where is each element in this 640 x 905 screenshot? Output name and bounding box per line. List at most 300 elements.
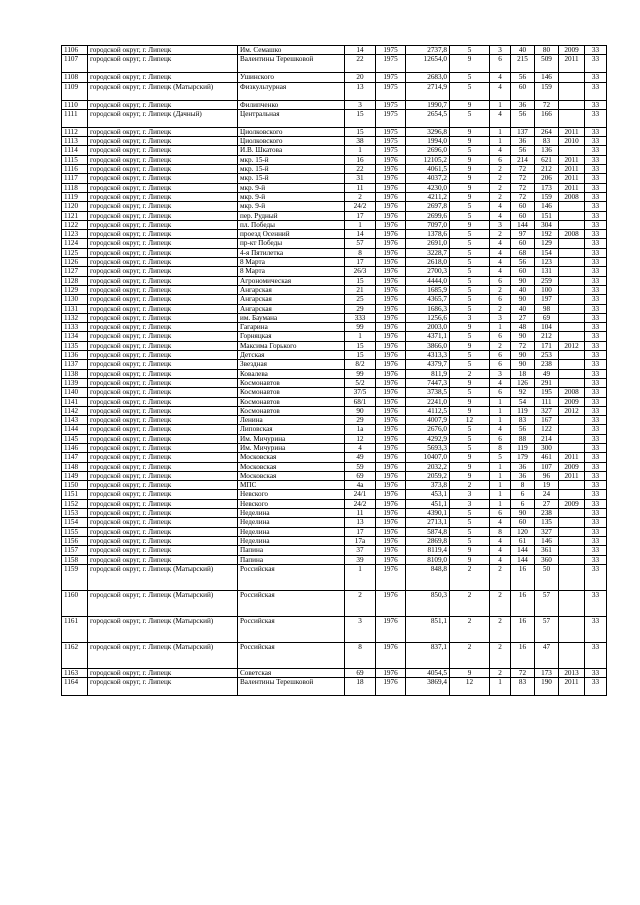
- year-built-cell: 1976: [376, 378, 406, 387]
- district-cell: городской округ, г. Липецк: [88, 388, 238, 397]
- year-built-cell: 1976: [376, 341, 406, 350]
- repair-year-cell: 2011: [559, 155, 585, 164]
- repair-year-cell: [559, 434, 585, 443]
- percent-cell: 33: [585, 183, 607, 192]
- total-area-cell: 1994,0: [406, 137, 450, 146]
- entrances-cell: 4: [490, 258, 511, 267]
- district-cell: городской округ, г. Липецк: [88, 295, 238, 304]
- entrances-cell: 4: [490, 267, 511, 276]
- entrances-cell: 8: [490, 527, 511, 536]
- street-cell: Московская: [238, 462, 345, 471]
- entrances-cell: 2: [490, 341, 511, 350]
- repair-year-cell: [559, 82, 585, 100]
- street-cell: проезд Осенний: [238, 230, 345, 239]
- apartments-cell: 40: [511, 304, 535, 313]
- apartments-cell: 72: [511, 165, 535, 174]
- total-area-cell: 3296,8: [406, 127, 450, 136]
- apartments-cell: 144: [511, 555, 535, 564]
- residents-cell: 173: [535, 668, 559, 677]
- residents-cell: 461: [535, 453, 559, 462]
- year-built-cell: 1976: [376, 536, 406, 545]
- district-cell: городской округ, г. Липецк (Матырский): [88, 616, 238, 642]
- total-area-cell: 373,8: [406, 481, 450, 490]
- total-area-cell: 1685,9: [406, 285, 450, 294]
- street-cell: Им. Семашко: [238, 46, 345, 55]
- street-cell: Физкультурная: [238, 82, 345, 100]
- row-number: 1145: [62, 434, 88, 443]
- floors-cell: 5: [450, 239, 490, 248]
- table-row: [62, 536, 607, 545]
- total-area-cell: 2683,0: [406, 73, 450, 82]
- row-number: 1127: [62, 267, 88, 276]
- entrances-cell: 6: [490, 276, 511, 285]
- year-built-cell: 1976: [376, 220, 406, 229]
- floors-cell: 5: [450, 304, 490, 313]
- year-built-cell: 1976: [376, 248, 406, 257]
- apartments-cell: 36: [511, 100, 535, 109]
- apartments-cell: 16: [511, 564, 535, 590]
- total-area-cell: 7097,0: [406, 220, 450, 229]
- floors-cell: 5: [450, 230, 490, 239]
- street-cell: пер. Рудный: [238, 211, 345, 220]
- street-cell: мкр. 9-й: [238, 183, 345, 192]
- percent-cell: 33: [585, 202, 607, 211]
- table-row: [62, 73, 607, 82]
- district-cell: городской округ, г. Липецк: [88, 536, 238, 545]
- table-row: [62, 490, 607, 499]
- row-number: 1148: [62, 462, 88, 471]
- entrances-cell: 4: [490, 546, 511, 555]
- entrances-cell: 4: [490, 73, 511, 82]
- table-row: [62, 388, 607, 397]
- house-number-cell: 99: [345, 369, 376, 378]
- entrances-cell: 2: [490, 668, 511, 677]
- table-row: [62, 564, 607, 590]
- row-number: 1160: [62, 590, 88, 616]
- percent-cell: 33: [585, 267, 607, 276]
- district-cell: городской округ, г. Липецк: [88, 527, 238, 536]
- table-row: [62, 220, 607, 229]
- table-row: [62, 434, 607, 443]
- row-number: 1136: [62, 351, 88, 360]
- housing-register-table: [61, 45, 607, 696]
- percent-cell: 33: [585, 546, 607, 555]
- repair-year-cell: [559, 332, 585, 341]
- row-number: 1122: [62, 220, 88, 229]
- house-number-cell: 90: [345, 406, 376, 415]
- residents-cell: 123: [535, 258, 559, 267]
- total-area-cell: 4037,2: [406, 174, 450, 183]
- district-cell: городской округ, г. Липецк: [88, 202, 238, 211]
- percent-cell: 33: [585, 258, 607, 267]
- total-area-cell: 2713,1: [406, 518, 450, 527]
- percent-cell: 33: [585, 55, 607, 73]
- house-number-cell: 37/5: [345, 388, 376, 397]
- apartments-cell: 179: [511, 453, 535, 462]
- floors-cell: 5: [450, 434, 490, 443]
- district-cell: городской округ, г. Липецк (Матырский): [88, 82, 238, 100]
- repair-year-cell: [559, 536, 585, 545]
- street-cell: Циолковского: [238, 127, 345, 136]
- residents-cell: 136: [535, 146, 559, 155]
- total-area-cell: 4054,5: [406, 668, 450, 677]
- table-row: [62, 100, 607, 109]
- residents-cell: 621: [535, 155, 559, 164]
- year-built-cell: 1976: [376, 668, 406, 677]
- total-area-cell: 811,9: [406, 369, 450, 378]
- percent-cell: 33: [585, 295, 607, 304]
- street-cell: Горняцкая: [238, 332, 345, 341]
- house-number-cell: 11: [345, 183, 376, 192]
- street-cell: мкр. 15-й: [238, 165, 345, 174]
- entrances-cell: 2: [490, 590, 511, 616]
- entrances-cell: 1: [490, 323, 511, 332]
- total-area-cell: 4371,1: [406, 332, 450, 341]
- percent-cell: 33: [585, 378, 607, 387]
- repair-year-cell: 2010: [559, 137, 585, 146]
- row-number: 1120: [62, 202, 88, 211]
- year-built-cell: 1976: [376, 267, 406, 276]
- year-built-cell: 1975: [376, 100, 406, 109]
- street-cell: Ковалева: [238, 369, 345, 378]
- entrances-cell: 2: [490, 174, 511, 183]
- entrances-cell: 4: [490, 109, 511, 127]
- street-cell: 8 Марта: [238, 258, 345, 267]
- street-cell: Филипченко: [238, 100, 345, 109]
- year-built-cell: 1975: [376, 82, 406, 100]
- apartments-cell: 215: [511, 55, 535, 73]
- apartments-cell: 72: [511, 174, 535, 183]
- repair-year-cell: [559, 248, 585, 257]
- row-number: 1108: [62, 73, 88, 82]
- apartments-cell: 72: [511, 668, 535, 677]
- apartments-cell: 90: [511, 360, 535, 369]
- street-cell: Космонавтов: [238, 378, 345, 387]
- percent-cell: 33: [585, 462, 607, 471]
- row-number: 1119: [62, 192, 88, 201]
- floors-cell: 12: [450, 678, 490, 696]
- percent-cell: 33: [585, 642, 607, 668]
- entrances-cell: 1: [490, 416, 511, 425]
- apartments-cell: 48: [511, 323, 535, 332]
- total-area-cell: 4007,9: [406, 416, 450, 425]
- table-row: [62, 332, 607, 341]
- floors-cell: 5: [450, 509, 490, 518]
- percent-cell: 33: [585, 109, 607, 127]
- total-area-cell: 8119,4: [406, 546, 450, 555]
- table-row: [62, 239, 607, 248]
- total-area-cell: 848,8: [406, 564, 450, 590]
- house-number-cell: 2: [345, 192, 376, 201]
- floors-cell: 9: [450, 100, 490, 109]
- floors-cell: 9: [450, 453, 490, 462]
- row-number: 1123: [62, 230, 88, 239]
- year-built-cell: 1976: [376, 416, 406, 425]
- house-number-cell: 24/1: [345, 490, 376, 499]
- residents-cell: 166: [535, 109, 559, 127]
- total-area-cell: 4061,5: [406, 165, 450, 174]
- district-cell: городской округ, г. Липецк: [88, 146, 238, 155]
- repair-year-cell: [559, 276, 585, 285]
- table-row: [62, 518, 607, 527]
- district-cell: городской округ, г. Липецк: [88, 155, 238, 164]
- house-number-cell: 29: [345, 416, 376, 425]
- table-row: [62, 481, 607, 490]
- floors-cell: 9: [450, 127, 490, 136]
- apartments-cell: 16: [511, 642, 535, 668]
- table-row: [62, 82, 607, 100]
- floors-cell: 5: [450, 425, 490, 434]
- floors-cell: 9: [450, 546, 490, 555]
- total-area-cell: 2003,0: [406, 323, 450, 332]
- entrances-cell: 4: [490, 518, 511, 527]
- street-cell: Московская: [238, 471, 345, 480]
- repair-year-cell: [559, 146, 585, 155]
- percent-cell: 33: [585, 165, 607, 174]
- table-row: [62, 590, 607, 616]
- entrances-cell: 5: [490, 453, 511, 462]
- total-area-cell: 4112,5: [406, 406, 450, 415]
- district-cell: городской округ, г. Липецк: [88, 351, 238, 360]
- repair-year-cell: [559, 211, 585, 220]
- street-cell: Гагарина: [238, 323, 345, 332]
- row-number: 1155: [62, 527, 88, 536]
- total-area-cell: 850,3: [406, 590, 450, 616]
- street-cell: Ангарская: [238, 285, 345, 294]
- repair-year-cell: 2011: [559, 453, 585, 462]
- total-area-cell: 4211,2: [406, 192, 450, 201]
- house-number-cell: 1: [345, 332, 376, 341]
- row-number: 1117: [62, 174, 88, 183]
- residents-cell: 57: [535, 616, 559, 642]
- house-number-cell: 16: [345, 155, 376, 164]
- table-row: [62, 46, 607, 55]
- floors-cell: 9: [450, 378, 490, 387]
- row-number: 1161: [62, 616, 88, 642]
- street-cell: мкр. 15-й: [238, 174, 345, 183]
- percent-cell: 33: [585, 425, 607, 434]
- repair-year-cell: [559, 509, 585, 518]
- apartments-cell: 90: [511, 276, 535, 285]
- floors-cell: 5: [450, 248, 490, 257]
- residents-cell: 212: [535, 332, 559, 341]
- table-row: [62, 360, 607, 369]
- percent-cell: 33: [585, 499, 607, 508]
- row-number: 1140: [62, 388, 88, 397]
- floors-cell: 9: [450, 323, 490, 332]
- floors-cell: 9: [450, 220, 490, 229]
- residents-cell: 151: [535, 211, 559, 220]
- total-area-cell: 2032,2: [406, 462, 450, 471]
- floors-cell: 3: [450, 313, 490, 322]
- percent-cell: 33: [585, 230, 607, 239]
- row-number: 1153: [62, 509, 88, 518]
- street-cell: Неделина: [238, 518, 345, 527]
- total-area-cell: 4444,0: [406, 276, 450, 285]
- total-area-cell: 1256,6: [406, 313, 450, 322]
- apartments-cell: 68: [511, 248, 535, 257]
- table-row: [62, 462, 607, 471]
- table-row: [62, 668, 607, 677]
- row-number: 1114: [62, 146, 88, 155]
- street-cell: Звездная: [238, 360, 345, 369]
- percent-cell: 33: [585, 239, 607, 248]
- house-number-cell: 17: [345, 527, 376, 536]
- floors-cell: 5: [450, 527, 490, 536]
- year-built-cell: 1976: [376, 490, 406, 499]
- house-number-cell: 22: [345, 55, 376, 73]
- street-cell: Невского: [238, 499, 345, 508]
- row-number: 1132: [62, 313, 88, 322]
- house-number-cell: 15: [345, 109, 376, 127]
- year-built-cell: 1976: [376, 642, 406, 668]
- table-row: [62, 499, 607, 508]
- floors-cell: 5: [450, 443, 490, 452]
- year-built-cell: 1975: [376, 55, 406, 73]
- table-row: [62, 351, 607, 360]
- house-number-cell: 39: [345, 555, 376, 564]
- residents-cell: 171: [535, 341, 559, 350]
- house-number-cell: 15: [345, 351, 376, 360]
- house-number-cell: 3: [345, 616, 376, 642]
- year-built-cell: 1976: [376, 183, 406, 192]
- year-built-cell: 1976: [376, 453, 406, 462]
- entrances-cell: 1: [490, 137, 511, 146]
- percent-cell: 33: [585, 351, 607, 360]
- year-built-cell: 1976: [376, 406, 406, 415]
- street-cell: Валентины Терешковой: [238, 55, 345, 73]
- residents-cell: 80: [535, 46, 559, 55]
- residents-cell: 327: [535, 406, 559, 415]
- row-number: 1111: [62, 109, 88, 127]
- street-cell: Валентины Терешковой: [238, 678, 345, 696]
- entrances-cell: 3: [490, 369, 511, 378]
- apartments-cell: 60: [511, 518, 535, 527]
- table-row: [62, 546, 607, 555]
- floors-cell: 9: [450, 137, 490, 146]
- street-cell: Ленина: [238, 416, 345, 425]
- floors-cell: 2: [450, 642, 490, 668]
- apartments-cell: 90: [511, 351, 535, 360]
- percent-cell: 33: [585, 453, 607, 462]
- percent-cell: 33: [585, 276, 607, 285]
- apartments-cell: 27: [511, 313, 535, 322]
- apartments-cell: 88: [511, 434, 535, 443]
- table-row: [62, 313, 607, 322]
- entrances-cell: 2: [490, 183, 511, 192]
- district-cell: городской округ, г. Липецк: [88, 313, 238, 322]
- street-cell: мкр. 9-й: [238, 192, 345, 201]
- total-area-cell: 5693,3: [406, 443, 450, 452]
- house-number-cell: 24/2: [345, 499, 376, 508]
- district-cell: городской округ, г. Липецк (Матырский): [88, 590, 238, 616]
- apartments-cell: 120: [511, 527, 535, 536]
- row-number: 1128: [62, 276, 88, 285]
- entrances-cell: 1: [490, 499, 511, 508]
- table-row: [62, 137, 607, 146]
- house-number-cell: 15: [345, 127, 376, 136]
- district-cell: городской округ, г. Липецк: [88, 555, 238, 564]
- house-number-cell: 12: [345, 434, 376, 443]
- house-number-cell: 38: [345, 137, 376, 146]
- entrances-cell: 6: [490, 155, 511, 164]
- residents-cell: 360: [535, 555, 559, 564]
- year-built-cell: 1976: [376, 295, 406, 304]
- apartments-cell: 6: [511, 490, 535, 499]
- district-cell: городской округ, г. Липецк: [88, 369, 238, 378]
- floors-cell: 5: [450, 46, 490, 55]
- apartments-cell: 90: [511, 332, 535, 341]
- entrances-cell: 1: [490, 397, 511, 406]
- repair-year-cell: 2011: [559, 127, 585, 136]
- total-area-cell: 2059,2: [406, 471, 450, 480]
- house-number-cell: 18: [345, 678, 376, 696]
- residents-cell: 72: [535, 100, 559, 109]
- year-built-cell: 1975: [376, 137, 406, 146]
- district-cell: городской округ, г. Липецк (Дачный): [88, 109, 238, 127]
- residents-cell: 96: [535, 471, 559, 480]
- table-row: [62, 276, 607, 285]
- residents-cell: 98: [535, 304, 559, 313]
- percent-cell: 33: [585, 555, 607, 564]
- row-number: 1141: [62, 397, 88, 406]
- house-number-cell: 15: [345, 276, 376, 285]
- house-number-cell: 15: [345, 341, 376, 350]
- year-built-cell: 1975: [376, 109, 406, 127]
- apartments-cell: 137: [511, 127, 535, 136]
- row-number: 1125: [62, 248, 88, 257]
- percent-cell: 33: [585, 668, 607, 677]
- row-number: 1162: [62, 642, 88, 668]
- residents-cell: 131: [535, 267, 559, 276]
- apartments-cell: 56: [511, 109, 535, 127]
- residents-cell: 129: [535, 239, 559, 248]
- percent-cell: 33: [585, 82, 607, 100]
- year-built-cell: 1976: [376, 388, 406, 397]
- residents-cell: 300: [535, 443, 559, 452]
- percent-cell: 33: [585, 323, 607, 332]
- year-built-cell: 1976: [376, 239, 406, 248]
- table-row: [62, 55, 607, 73]
- year-built-cell: 1976: [376, 360, 406, 369]
- house-number-cell: 21: [345, 285, 376, 294]
- row-number: 1152: [62, 499, 88, 508]
- district-cell: городской округ, г. Липецк: [88, 323, 238, 332]
- district-cell: городской округ, г. Липецк: [88, 183, 238, 192]
- table-row: [62, 425, 607, 434]
- year-built-cell: 1976: [376, 258, 406, 267]
- house-number-cell: 333: [345, 313, 376, 322]
- district-cell: городской округ, г. Липецк: [88, 332, 238, 341]
- total-area-cell: 7447,3: [406, 378, 450, 387]
- street-cell: Российская: [238, 564, 345, 590]
- percent-cell: 33: [585, 443, 607, 452]
- row-number: 1116: [62, 165, 88, 174]
- table-row: [62, 165, 607, 174]
- floors-cell: 5: [450, 295, 490, 304]
- year-built-cell: 1976: [376, 518, 406, 527]
- street-cell: Российская: [238, 642, 345, 668]
- entrances-cell: 2: [490, 192, 511, 201]
- house-number-cell: 57: [345, 239, 376, 248]
- year-built-cell: 1975: [376, 73, 406, 82]
- residents-cell: 159: [535, 82, 559, 100]
- district-cell: городской округ, г. Липецк: [88, 341, 238, 350]
- repair-year-cell: 2009: [559, 499, 585, 508]
- entrances-cell: 4: [490, 82, 511, 100]
- street-cell: мкр. 15-й: [238, 155, 345, 164]
- street-cell: Им. Мичурина: [238, 443, 345, 452]
